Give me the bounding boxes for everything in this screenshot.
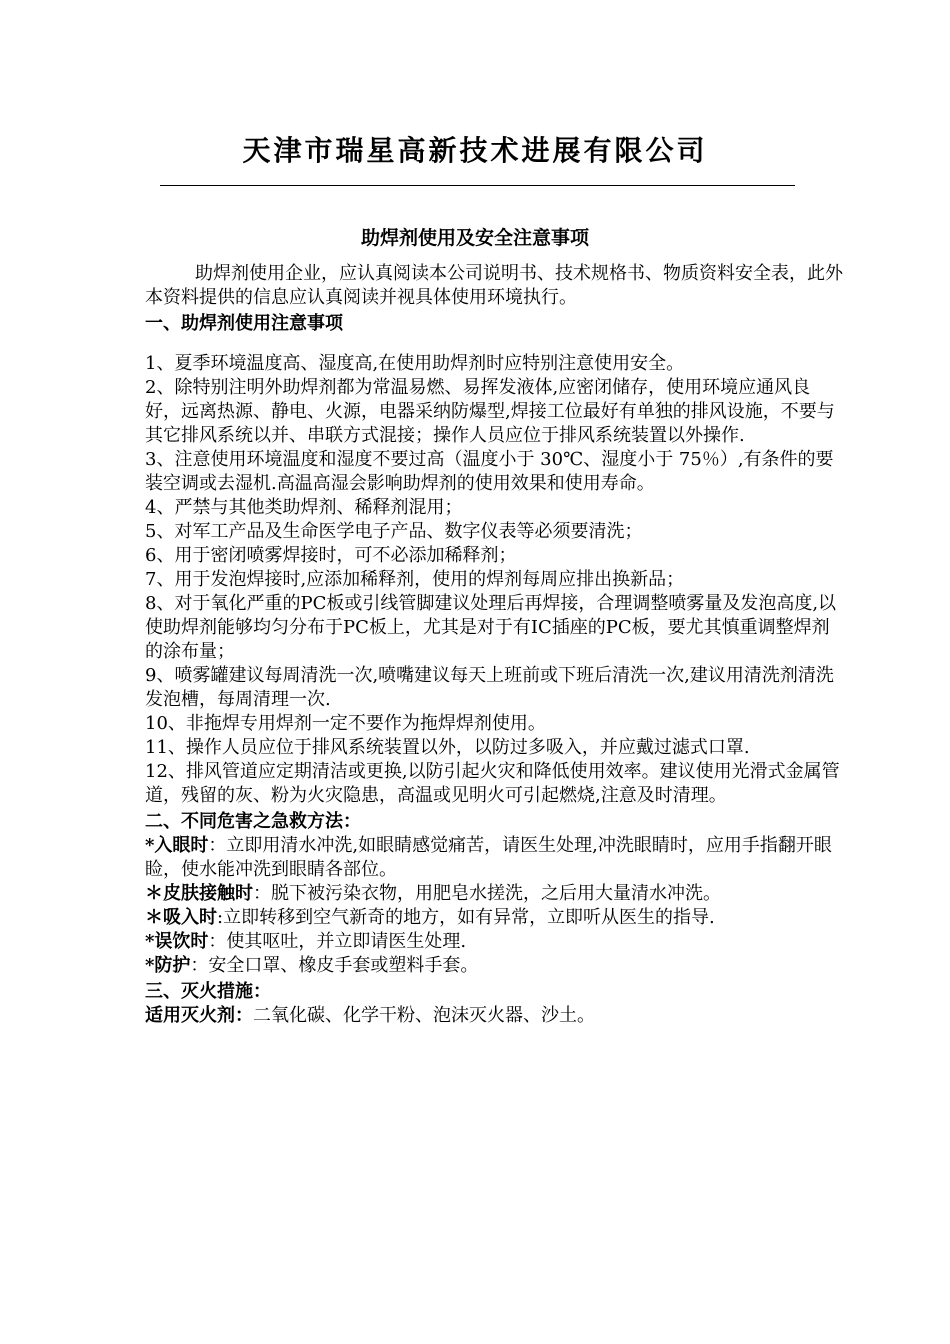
section1-item: 1、夏季环境温度高、湿度高,在使用助焊剂时应特别注意使用安全。 [145,353,685,374]
label: 防护 [154,955,191,976]
first-aid-inhalation [145,906,845,930]
label: 皮肤接触时 [163,883,253,904]
section1-item: 11、操作人员应位于排风系统装置以外，以防过多吸入，并应戴过滤式口罩. [145,737,750,758]
text: ：立即用清水冲洗,如眼睛感觉痛苦，请医生处理,冲洗眼睛时，应用手指翻开眼睑，使水能冲洗到眼睛各部位。 [145,835,832,880]
label: 误饮时 [154,931,209,952]
header-rule [160,185,795,186]
section1-item: 12、排风管道应定期清洁或更换,以防引起火灾和降低使用效率。建议使用光滑式金属管道，残留的灰、粉为火灾隐患，高温或见明火可引起燃烧,注意及时清理。 [145,761,840,806]
extinguishing-label: 适用灭火剂： [145,1005,253,1026]
first-aid-skin [145,882,845,906]
document-title: 助焊剂使用及安全注意事项 [360,227,589,249]
section2-heading: 二、不同危害之急救方法： [145,811,361,832]
section1-item: 2、除特别注明外助焊剂都为常温易燃、易挥发液体,应密闭储存，使用环境应通风良好，远离热源、静电、火源，电器采纳防爆型,焊接工位最好有单独的排风设施，不要与其它排风系统以并、串联方式混接；操作人员应位于排风系统装置以外操作. [145,377,835,446]
text: ：使其呕吐，并立即请医生处理. [208,931,467,952]
first-aid-eyes [145,834,845,882]
section1-item: 6、用于密闭喷雾焊接时，可不必添加稀释剂； [145,545,517,566]
prefix: ＊ [145,883,163,904]
first-aid-ingestion [145,930,845,954]
document-body [145,262,845,1028]
text: ：脱下被污染衣物，用肥皂水搓洗，之后用大量清水冲洗。 [253,883,721,904]
section1-item: 5、对军工产品及生命医学电子产品、数字仪表等必须要清洗； [145,521,643,542]
section1-item: 10、非拖焊专用焊剂一定不要作为拖焊焊剂使用。 [145,713,546,734]
prefix: * [145,955,155,976]
section1-list [145,352,845,808]
section1-item: 7、用于发泡焊接时,应添加稀释剂，使用的焊剂每周应排出换新品； [145,569,685,590]
section3-heading: 三、灭火措施： [145,981,271,1002]
company-name: 天津市瑞星高新技术进展有限公司 [242,134,708,167]
section1-item: 8、对于氧化严重的PC板或引线管脚建议处理后再焊接，合理调整喷雾量及发泡高度,以使助焊剂能够均匀分布于PC板上，尤其是对于有IC插座的PC板，要尤其慎重调整焊剂的涂布量； [145,593,837,662]
label: 入眼时 [154,835,209,856]
first-aid-protection [145,954,845,978]
section1-item: 3、注意使用环境温度和湿度不要过高（温度小于 30℃、湿度小于 75％）,有条件的要装空调或去湿机.高温高湿会影响助焊剂的使用效果和使用寿命。 [145,449,834,494]
prefix: * [145,931,155,952]
text: ：安全口罩、橡皮手套或塑料手套。 [190,955,479,976]
extinguishing-agents [145,1004,845,1028]
intro-paragraph: 助焊剂使用企业，应认真阅读本公司说明书、技术规格书、物质资料安全表，此外本资料提供的信息应认真阅读并视具体使用环境执行。 [145,263,843,308]
prefix: * [145,835,155,856]
label: 吸入时 [163,907,217,928]
section1-item: 4、严禁与其他类助焊剂、稀释剂混用； [145,497,463,518]
prefix: ＊ [145,907,163,928]
section1-item: 9、喷雾罐建议每周清洗一次,喷嘴建议每天上班前或下班后清洗一次,建议用清洗剂清洗发泡槽，每周清理一次. [145,665,834,710]
text: :立即转移到空气新奇的地方，如有异常，立即听从医生的指导. [217,907,715,928]
section1-heading: 一、助焊剂使用注意事项 [145,313,343,334]
extinguishing-text: 二氧化碳、化学干粉、泡沫灭火器、沙土。 [253,1005,595,1026]
